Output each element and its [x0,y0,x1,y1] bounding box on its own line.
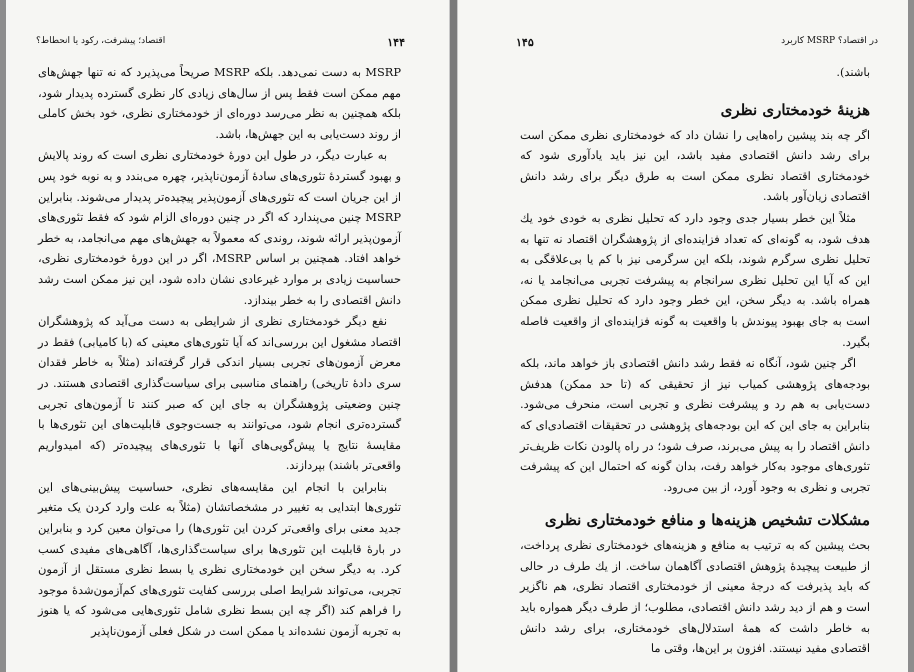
paragraph: باشند). [836,65,870,79]
paragraph: بنابراین با انجام این مقایسه‌های نظری، حساسیت پیش‌بینی‌های این تئوری‌ها ابتدایی به تغییر در مشخصاتشان (مثلاً به علت وارد کردن یک متغیر جدید معنی برای واقعی‌تر کردن این تئوری‌ها) را می‌توان معین کرد و بنابراین در بارهٔ قابلیت این تئوری‌ها برای سیاست‌گذاری‌ها، آگاهی‌های مفیدی کسب کرد. به دیگر سخن این خودمختاری نظری یا بسط نظری مستقل از آزمون تجربی، می‌تواند شرایط اصلی بررسی کفایت تئوری‌های کم‌آزمون‌شدهٔ موجود را فراهم کند (اگر چه این بسط نظری شامل تئوری‌هایی می‌شود که یا هنوز به تجربه آزمون نشده‌اند یا ممکن است در شکل فعلی آزمون‌ناپذیر [38,479,401,639]
left-page-body [38,62,401,642]
paragraph: MSRP به دست نمی‌دهد. بلکه MSRP صریحاً می‌پذیرد که نه تنها جهش‌های مهم ممکن است فقط پس از سال‌های زیادی کار نظری گسترده پدیدار شود، بلکه همچنین به نظر می‌رسد دوره‌ای از خودمختاری نظری، خود بخش کاملی از روند دست‌یابی به این جهش‌ها، باشد. [38,65,401,141]
right-running-head [458,36,908,52]
paragraph: بحث پیشین که به ترتیب به منافع و هزینه‌های خودمختاری نظری پرداخت، از طبیعت پیچیدهٔ پژوهش اقتصادی آگاهمان ساخت. از یك طرف در حالی که باید پذیرفت که درجهٔ معینی از خودمختاری اقتصاد نظری، هم ناگزیر است و هم از دید رشد دانش اقتصادی، مطلوب؛ از طرف دیگر همواره باید به خاطر داشت که همهٔ استدلال‌های خودمختاری، برای رشد دانش اقتصادی مفید نیستند. افزون بر این‌ها، وقتی ما [520,538,870,656]
right-page [457,0,908,672]
paragraph: نفع دیگر خودمختاری نظری از شرایطی به دست می‌آید که پژوهشگران اقتصاد مشغول این بررسی‌اند که آیا تئوری‌های معینی که (با کامیابی) فقط در معرض آزمون‌های تجربی بسیار اندکی قرار گرفته‌اند (مثلاً به خاطر فقدان سری دادهٔ تاریخی) راهنمای مناسبی برای سیاست‌گذاری اقتصادی هستند. در چنین وضعیتی پژوهشگران به جای این که صبر کنند تا آزمون‌های تجربی گسترده‌تری انجام شود، می‌توانند به جست‌وجوی قابلیت‌های این تئوری‌ها با مقایسهٔ نتایج یا پیش‌گویی‌های آنها با تئوری‌های پیچیده‌تر (که امیدواریم واقعی‌تر باشند) بپردازند. [38,314,401,473]
paragraph: مثلاً این خطر بسیار جدی وجود دارد که تحلیل نظری به خودی خود یك هدف شود، به گونه‌ای که تعداد فزاینده‌ای از پژوهشگران اقتصاد نه تنها به تحلیل نظری سرگرم شوند، بلکه این سرگرمی نیز با کم یا بی‌علاقگی به این که آیا این تحلیل نظری سرانجام به پیشرفت تجربی می‌انجامد یا نه، همراه باشد. به دیگر سخن، این خطر وجود دارد که تحلیل نظری ممکن است به جای بهبود پیوندش با واقعیت به گونه فزاینده‌ای از واقعیت فاصله بگیرد. [520,210,870,349]
section-heading: مشکلات تشخیص هزینه‌ها و منافع خودمختاری نظری [544,511,870,530]
left-page [6,0,450,672]
left-page-number: ۱۴۴ [387,36,405,49]
right-running-title: کاربرد MSRP در اقتصاد؟ [781,36,878,46]
paragraph: به عبارت دیگر، در طول این دورهٔ خودمختاری نظری است که روند پالایش و بهبود گستردهٔ تئوری‌های سادهٔ آزمون‌ناپذیر، چهره می‌بندد و به نوبه خود پس از این جریان است که تئوری‌های آزمون‌پذیر پیچیده‌تر پدیدار می‌شوند. بنابراین MSRP چنین می‌پندارد که اگر در چنین دوره‌ای الزام شود که فقط تئوری‌های آزمون‌پذیر ارائه شوند، روندی که معمولاً به جهش‌های مهم می‌انجامد، به خطر خواهد افتاد. همچنین بر اساس MSRP، اگر در این دورهٔ خودمختاری نظری، حساسیت زیادی بر موارد غیرعادی نشان داده شود، این نیز ممکن است رشد دانش اقتصادی را به خطر بیندازد. [38,148,401,307]
right-page-number: ۱۴۵ [516,36,534,49]
right-page-body [520,62,870,659]
book-gutter [450,0,457,672]
paragraph: اگر چنین شود، آنگاه نه فقط رشد دانش اقتصادی باز خواهد ماند، بلکه بودجه‌های پژوهشی کمیاب نیز از تحقیقی که (تا حد ممکن) هدفش دست‌یابی به هم‌ رد و پیشرفت نظری و تجربی است، منحرف می‌شود. بنابراین به جای این که این بودجه‌های پژوهشی در تحقیقات اقتصادی‌ای که دانش اقتصاد را به پیش می‌برند، صرف شود؛ در راه پالودن نکات ظریف‌تر تئوری‌های موجود به‌کار خواهد رفت، بدان گونه که احتمال این که پیشرفت تجربی و نظری به وجود آورد، از بین می‌رود. [520,356,870,494]
left-running-head [6,36,449,52]
left-running-title: اقتصاد؛ پیشرفت، رکود یا انحطاط؟ [36,36,166,46]
section-heading: هزینهٔ خودمختاری نظری [720,100,870,119]
paragraph: اگر چه بند پیشین راه‌هایی را نشان داد که خودمختاری نظری ممکن است برای رشد دانش اقتصادی مفید باشد، این نیز باید یادآوری شود که خودمختاری اقتصاد نظری ممکن است به طرق دیگر برای رشد دانش اقتصادی زیان‌آور باشد. [520,127,870,204]
